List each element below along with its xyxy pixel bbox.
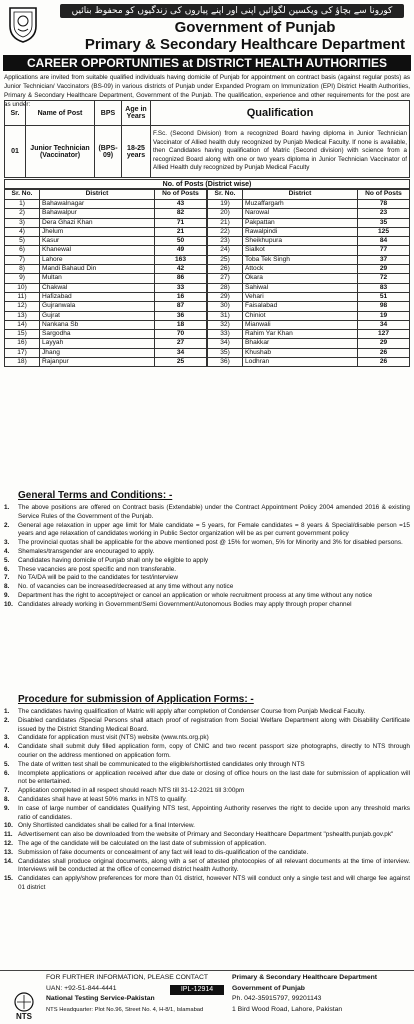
procedure-item — [4, 822, 410, 831]
procedure-item-number: 13. — [4, 848, 13, 856]
district-posts: 163 — [155, 255, 207, 264]
district-name: Khanewal — [40, 246, 155, 255]
department-title: Primary & Secondary Healthcare Department — [84, 36, 406, 53]
district-posts: 34 — [155, 348, 207, 357]
term-item-text: No. of vacancies can be increased/decreased at any time without any notice — [18, 583, 234, 591]
nts-address: NTS Headquarter: Plot No.96, Street No. 4, H-8/1, Islamabad — [46, 1006, 204, 1013]
district-sr-no: 18) — [5, 358, 40, 367]
district-posts: 127 — [358, 330, 410, 339]
term-item-text: The provincial quotas shall be applicable for the above mentioned post @ 15% for women, 5% for Minority and 3% for disabled persons. — [18, 539, 403, 547]
district-posts: 98 — [358, 302, 410, 311]
district-row — [5, 339, 207, 348]
post-table-header — [5, 101, 410, 126]
procedure-item — [4, 849, 410, 858]
district-sr-no: 26) — [208, 265, 243, 274]
footer-department: Primary & Secondary Healthcare Department — [232, 974, 378, 981]
term-item — [4, 539, 410, 548]
district-posts: 125 — [358, 227, 410, 236]
procedure-item-text: Candidates shall have at least 50% marks in NTS to qualify. — [18, 795, 187, 803]
contact-title: FOR FURTHER INFORMATION, PLEASE CONTACT — [46, 974, 208, 981]
district-name: Kasur — [40, 237, 155, 246]
procedure-item — [4, 805, 410, 823]
term-item — [4, 548, 410, 557]
district-name: Gujranwala — [40, 302, 155, 311]
procedure-item — [4, 743, 410, 761]
urdu-banner: کورونا سے بچاؤ کی ویکسین لگوائیں اپنی اور اپنے پیاروں کی زندگیوں کو محفوظ بنائیں — [60, 4, 404, 18]
district-row — [5, 320, 207, 329]
district-name: Hafizabad — [40, 292, 155, 301]
district-row — [208, 348, 410, 357]
district-name: Sargodha — [40, 330, 155, 339]
district-posts: 27 — [155, 339, 207, 348]
district-row — [208, 265, 410, 274]
district-name: Bahawalnagar — [40, 200, 155, 209]
district-sr-no: 27) — [208, 274, 243, 283]
district-sr-no: 6) — [5, 246, 40, 255]
district-row — [208, 330, 410, 339]
district-posts: 49 — [155, 246, 207, 255]
district-posts: 26 — [358, 348, 410, 357]
term-item — [4, 566, 410, 575]
district-sr-no: 14) — [5, 320, 40, 329]
district-name: Chiniot — [243, 311, 358, 320]
term-item-text: Shemales/transgender are encouraged to apply. — [18, 547, 155, 555]
terms-heading: General Terms and Conditions: - — [18, 490, 173, 501]
col-district: District — [243, 190, 358, 200]
district-row — [5, 246, 207, 255]
term-item — [4, 504, 410, 522]
district-row — [5, 218, 207, 227]
term-item-text: Candidates having domicile of Punjab shall only be eligible to apply — [18, 556, 209, 564]
district-posts: 29 — [358, 265, 410, 274]
district-posts: 23 — [358, 209, 410, 218]
district-name: Bhakkar — [243, 339, 358, 348]
procedure-item-number: 7. — [4, 787, 10, 795]
procedure-item — [4, 770, 410, 788]
district-sr-no: 32) — [208, 320, 243, 329]
footer-government: Government of Punjab — [232, 984, 305, 992]
procedure-heading: Procedure for submission of Application Forms: - — [18, 694, 254, 705]
district-sr-no: 20) — [208, 209, 243, 218]
district-posts: 71 — [155, 218, 207, 227]
district-row — [5, 311, 207, 320]
district-sr-no: 11) — [5, 292, 40, 301]
procedure-item — [4, 875, 410, 893]
procedure-item-text: Candidate shall submit duly filled application form, copy of CNIC and two recent passport size photographs, directly to NTS through courier on the address mentioned on application form. — [18, 743, 410, 759]
district-sr-no: 7) — [5, 255, 40, 264]
col-qualification: Qualification — [151, 101, 410, 126]
district-posts: 34 — [358, 320, 410, 329]
district-sr-no: 12) — [5, 302, 40, 311]
post-name: Junior Technician (Vaccinator) — [26, 126, 95, 178]
district-row — [5, 283, 207, 292]
district-sr-no: 13) — [5, 311, 40, 320]
district-posts: 36 — [155, 311, 207, 320]
district-sr-no: 35) — [208, 348, 243, 357]
district-name: Sahiwal — [243, 283, 358, 292]
procedure-item-number: 15. — [4, 875, 13, 883]
procedure-item-number: 3. — [4, 734, 10, 742]
procedure-item — [4, 717, 410, 735]
district-posts: 19 — [358, 311, 410, 320]
uan-number: UAN: +92-51-844-4441 — [46, 984, 117, 992]
procedure-item-text: Candidates can apply/show preferences for more than 01 district, however NTS will conduct only a single test and will charge fee against 01 district — [18, 875, 410, 891]
district-row — [208, 302, 410, 311]
district-name: Chakwal — [40, 283, 155, 292]
term-item-text: Department has the right to accept/reject or cancel an application or whole recruitment process at any time without any notice — [18, 591, 373, 599]
district-posts: 83 — [358, 283, 410, 292]
district-name: Khushab — [243, 348, 358, 357]
term-item-number: 5. — [4, 556, 10, 564]
district-name: Muzaffargarh — [243, 200, 358, 209]
nts-logo — [4, 991, 44, 1021]
district-sr-no: 23) — [208, 237, 243, 246]
district-table-right — [207, 189, 410, 367]
district-posts: 16 — [155, 292, 207, 301]
district-row — [208, 320, 410, 329]
district-name: Lodhran — [243, 358, 358, 367]
procedure-item-text: Only Shortlisted candidates shall be called for a final Interview. — [18, 822, 195, 830]
district-row — [208, 237, 410, 246]
district-name: Mandi Bahaud Din — [40, 265, 155, 274]
procedure-item-number: 11. — [4, 831, 13, 839]
intro-paragraph: Applications are invited from suitable qualified individuals having domicile of Punjab for appointment on contract basis (against regular posts) as Junior Technician/ Vaccinators (BS-09) in various districts of Punjab under Expanded Program on Immunization (EPI) District Health Authorities, Primary & Secondary Healthcare Department, Government of the Punjab. The qualification, experience and other requirements for the post are as under: — [4, 74, 410, 108]
district-sr-no: 22) — [208, 227, 243, 236]
term-item — [4, 574, 410, 583]
district-table-left — [4, 189, 207, 367]
district-row — [5, 227, 207, 236]
district-name: Sialkot — [243, 246, 358, 255]
col-sr-no: Sr. No. — [5, 190, 40, 200]
district-posts: 26 — [358, 358, 410, 367]
district-row — [5, 200, 207, 209]
district-sr-no: 3) — [5, 218, 40, 227]
post-bps: (BPS-09) — [95, 126, 122, 178]
district-posts: 21 — [155, 227, 207, 236]
district-name: Narowal — [243, 209, 358, 218]
district-sr-no: 33) — [208, 330, 243, 339]
district-posts: 78 — [358, 200, 410, 209]
district-row — [208, 227, 410, 236]
district-posts: 77 — [358, 246, 410, 255]
procedure-item-text: Application completed in all respect should reach NTS till 31-12-2021 till 3:00pm — [18, 787, 245, 795]
procedure-item-number: 8. — [4, 795, 10, 803]
district-sr-no: 24) — [208, 246, 243, 255]
district-name: Okara — [243, 274, 358, 283]
procedure-item-number: 6. — [4, 769, 10, 777]
procedure-item-number: 1. — [4, 708, 10, 715]
procedure-item-text: Candidate for application must visit (NTS) website (www.nts.org.pk) — [18, 734, 209, 742]
district-name: Attock — [243, 265, 358, 274]
district-row — [5, 237, 207, 246]
district-row — [208, 358, 410, 367]
col-age: Age in Years — [122, 101, 151, 126]
government-title: Government of Punjab — [174, 19, 336, 36]
district-posts: 43 — [155, 200, 207, 209]
post-table — [4, 100, 410, 178]
district-name: Nankana Sb — [40, 320, 155, 329]
district-name: Toba Tek Singh — [243, 255, 358, 264]
district-row — [208, 209, 410, 218]
district-posts: 84 — [358, 237, 410, 246]
district-row — [208, 218, 410, 227]
district-sr-no: 16) — [5, 339, 40, 348]
term-item — [4, 592, 410, 601]
footer-address: 1 Bird Wood Road, Lahore, Pakistan — [232, 1005, 343, 1013]
district-row — [5, 348, 207, 357]
district-sr-no: 34) — [208, 339, 243, 348]
procedure-item-number: 12. — [4, 839, 13, 847]
procedure-item-number: 5. — [4, 760, 10, 768]
procedure-item — [4, 796, 410, 805]
term-item-number: 10. — [4, 600, 13, 608]
term-item-text: General age relaxation in upper age limit for Male candidate = 5 years, for Female candidates = 8 years & Special/disable person =15 years and age relaxation of candidates working in Public Sector organization will be as per current government policy — [18, 521, 410, 538]
district-row — [208, 246, 410, 255]
col-district: District — [40, 190, 155, 200]
term-item-text: Candidates already working in Government/Semi Government/Autonomous Bodies may apply through proper channel — [18, 600, 352, 608]
district-name: Pakpattan — [243, 218, 358, 227]
col-sr: Sr. — [5, 101, 26, 126]
district-name: Jhelum — [40, 227, 155, 236]
district-sr-no: 1) — [5, 200, 40, 209]
procedure-item-text: Disabled candidates /Special Persons shall attach proof of registration from Social Welfare Department along with Disability Certificate issued by the District Standing Medical Board. — [18, 716, 410, 733]
district-name: Multan — [40, 274, 155, 283]
procedure-item-text: The date of written test shall be communicated to the eligible/shortlisted candidates only through NTS — [18, 760, 305, 768]
district-name: Mianwali — [243, 320, 358, 329]
district-row — [5, 274, 207, 283]
district-posts: 25 — [155, 358, 207, 367]
district-posts: 37 — [358, 255, 410, 264]
nts-name: National Testing Service-Pakistan — [46, 995, 155, 1002]
district-name: Rawalpindi — [243, 227, 358, 236]
procedure-item — [4, 840, 410, 849]
district-posts: 72 — [358, 274, 410, 283]
procedure-item — [4, 761, 410, 770]
procedure-item — [4, 787, 410, 796]
district-posts: 86 — [155, 274, 207, 283]
ipl-badge: IPL-12914 — [170, 985, 224, 995]
posts-district-title: No. of Posts (District wise) — [4, 179, 410, 189]
district-row — [208, 255, 410, 264]
career-banner: CAREER OPPORTUNITIES at DISTRICT HEALTH AUTHORITIES — [3, 55, 411, 71]
term-item-number: 8. — [4, 583, 10, 591]
district-row — [208, 283, 410, 292]
district-sr-no: 31) — [208, 311, 243, 320]
district-posts: 33 — [155, 283, 207, 292]
district-posts: 29 — [358, 339, 410, 348]
procedure-item-number: 2. — [4, 716, 10, 724]
district-sr-no: 8) — [5, 265, 40, 274]
procedure-item-number: 4. — [4, 743, 10, 751]
district-sr-no: 30) — [208, 302, 243, 311]
district-row — [5, 265, 207, 274]
term-item — [4, 522, 410, 540]
district-name: Dera Ghazi Khan — [40, 218, 155, 227]
term-item-number: 6. — [4, 565, 10, 573]
term-item-number: 1. — [4, 504, 10, 511]
district-sr-no: 28) — [208, 283, 243, 292]
district-sr-no: 9) — [5, 274, 40, 283]
procedure-item — [4, 708, 410, 717]
district-posts: 18 — [155, 320, 207, 329]
post-sr: 01 — [5, 126, 26, 178]
district-row — [208, 274, 410, 283]
district-name: Bahawalpur — [40, 209, 155, 218]
district-posts: 87 — [155, 302, 207, 311]
procedure-item — [4, 734, 410, 743]
col-name: Name of Post — [26, 101, 95, 126]
procedure-item-number: 14. — [4, 857, 13, 865]
district-posts: 51 — [358, 292, 410, 301]
district-name: Jhang — [40, 348, 155, 357]
col-sr-no: Sr. No. — [208, 190, 243, 200]
procedure-item-text: Incomplete applications or application received after due date or closing of office hours on the last date for submission of application will not be entertained. — [18, 769, 410, 786]
district-row — [5, 255, 207, 264]
district-posts: 35 — [358, 218, 410, 227]
terms-list — [4, 504, 410, 610]
district-sr-no: 4) — [5, 227, 40, 236]
district-name: Faisalabad — [243, 302, 358, 311]
procedure-item — [4, 831, 410, 840]
procedure-item-text: In case of large number of candidates Qualifying NTS test, Appointing Authority reserves the right to decide upon any threshold marks ratio of candidates. — [18, 804, 410, 821]
district-sr-no: 29) — [208, 292, 243, 301]
term-item — [4, 557, 410, 566]
district-sr-no: 2) — [5, 209, 40, 218]
post-row — [5, 126, 410, 178]
district-row — [208, 339, 410, 348]
district-posts: 82 — [155, 209, 207, 218]
term-item-number: 9. — [4, 591, 10, 599]
district-sr-no: 19) — [208, 200, 243, 209]
district-posts: 42 — [155, 265, 207, 274]
district-posts: 50 — [155, 237, 207, 246]
procedure-item — [4, 858, 410, 876]
term-item — [4, 583, 410, 592]
department-contact — [232, 973, 412, 1015]
district-sr-no: 21) — [208, 218, 243, 227]
term-item-text: No TA/DA will be paid to the candidates for test/interview — [18, 574, 178, 582]
district-name: Sheikhupura — [243, 237, 358, 246]
district-sr-no: 36) — [208, 358, 243, 367]
footer — [0, 970, 414, 1024]
term-item-text: The above positions are offered on Contract basis (Extendable) under the Contract Appointment Policy 2004 amended 2016 & existing Service Rules of the Government of the Punjab. — [18, 504, 410, 520]
district-posts: 70 — [155, 330, 207, 339]
district-row — [5, 330, 207, 339]
col-bps: BPS — [95, 101, 122, 126]
district-name: Rajanpur — [40, 358, 155, 367]
punjab-government-logo — [6, 4, 40, 44]
procedure-item-text: Submission of fake documents or concealment of any fact will lead to dis-qualification of the candidate. — [18, 848, 309, 856]
procedure-item-text: The candidates having qualification of Matric will apply after completion of Condenser Course from Punjab Medical Faculty. — [18, 708, 366, 715]
procedure-item-text: The age of the candidate will be calculated on the last date of submission of application. — [18, 839, 267, 847]
procedure-item-text: Advertisement can also be downloaded from the website of Primary and Secondary Healthcare Department "pshealth.punjab.gov.pk" — [18, 831, 394, 839]
footer-phone: Ph. 042-35915797, 99201143 — [232, 995, 322, 1002]
post-age: 18-25 years — [122, 126, 151, 178]
district-name: Layyah — [40, 339, 155, 348]
post-qualification: F.Sc. (Second Division) from a recognized Board having diploma in Junior Technician Vaccinator of Allied health duly recognized by Punjab Medical Faculty. If none is available, then Candidates having qualification of Matric (Second division) with science from a recognized Board along with one or two years diploma in Junior Technician Vaccinator of Allied Health duly recognized by Punjab Medical Faculty — [151, 126, 410, 178]
district-sr-no: 25) — [208, 255, 243, 264]
term-item — [4, 601, 410, 610]
district-sr-no: 5) — [5, 237, 40, 246]
district-name: Rahim Yar Khan — [243, 330, 358, 339]
district-sr-no: 10) — [5, 283, 40, 292]
procedure-item-number: 9. — [4, 804, 10, 812]
procedure-item-number: 10. — [4, 822, 13, 830]
district-sr-no: 15) — [5, 330, 40, 339]
district-name: Lahore — [40, 255, 155, 264]
district-sr-no: 17) — [5, 348, 40, 357]
procedure-item-text: Candidates shall produce original documents, along with a set of attested photocopies of all relevant documents at the time of interview. Interviews will be conducted at the office of concerned district health Authority. — [18, 857, 410, 874]
district-row — [208, 200, 410, 209]
district-row — [5, 209, 207, 218]
district-name: Gujrat — [40, 311, 155, 320]
district-name: Vehari — [243, 292, 358, 301]
term-item-number: 3. — [4, 539, 10, 547]
term-item-text: These vacancies are post specific and non transferable. — [18, 565, 177, 573]
procedure-list — [4, 708, 410, 893]
district-row — [5, 358, 207, 367]
term-item-number: 2. — [4, 521, 10, 529]
district-row — [208, 292, 410, 301]
term-item-number: 7. — [4, 574, 10, 582]
col-no-of-posts: No of Posts — [155, 190, 207, 200]
district-row — [5, 292, 207, 301]
district-row — [208, 311, 410, 320]
term-item-number: 4. — [4, 547, 10, 555]
col-no-of-posts: No of Posts — [358, 190, 410, 200]
district-row — [5, 302, 207, 311]
nts-logo-text: NTS — [16, 1012, 32, 1021]
